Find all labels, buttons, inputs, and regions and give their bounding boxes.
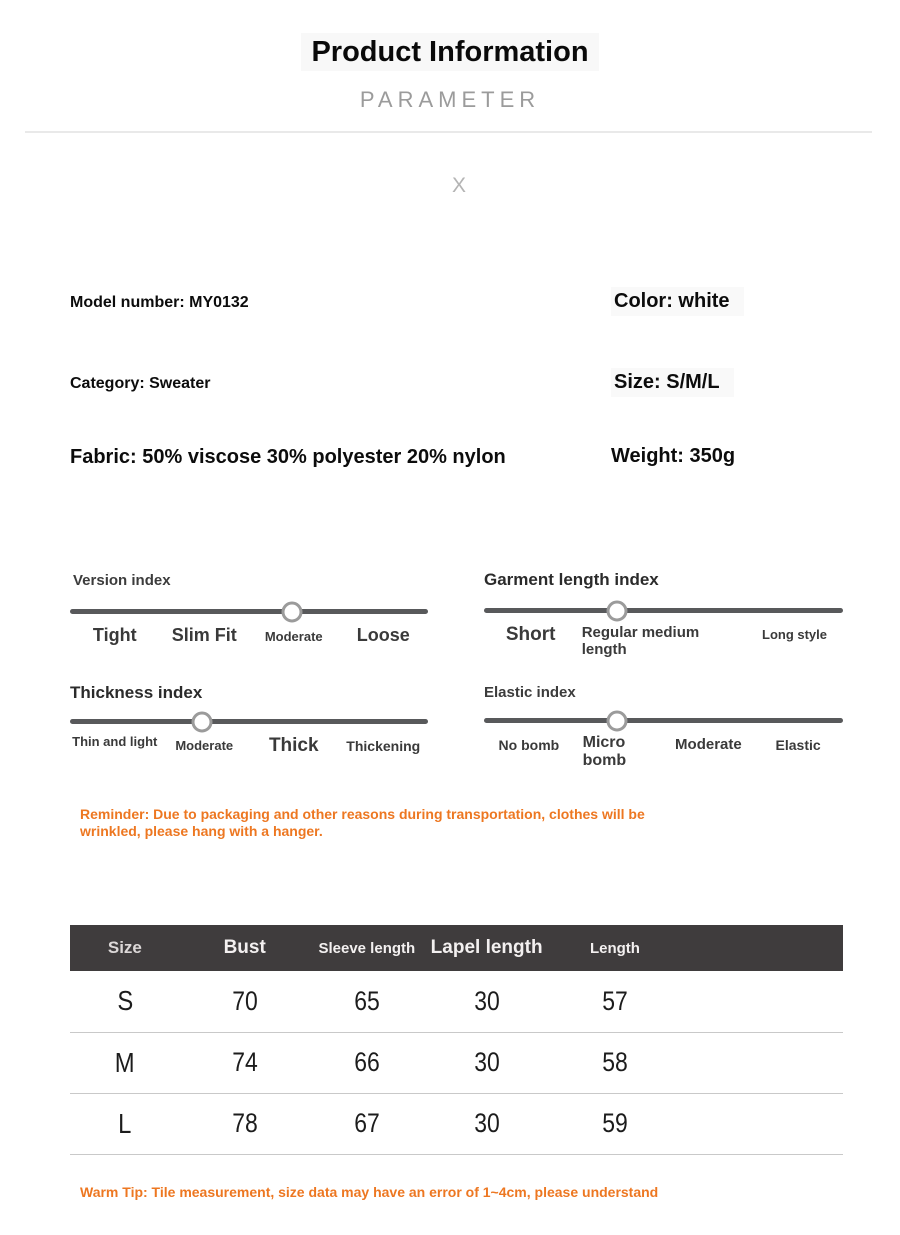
slider-knob[interactable] — [192, 711, 213, 732]
slider-label: Regular medium length — [581, 624, 700, 659]
slider-knob[interactable] — [281, 601, 302, 622]
slider-label: Thick — [268, 735, 319, 756]
warm-tip-note: Warm Tip: Tile measurement, size data may have an error of 1~4cm, please understand — [80, 1184, 659, 1200]
slider-label: Tight — [92, 625, 137, 645]
garment-length-index-slider — [484, 570, 843, 659]
cell-lapel-length: 30 — [473, 985, 500, 1016]
header-divider — [25, 131, 872, 133]
column-header-sleeve-length: Sleeve length — [318, 939, 416, 957]
slider-track — [70, 719, 428, 724]
column-header-lapel-length: Lapel length — [430, 937, 543, 958]
slider-knob[interactable] — [606, 710, 627, 731]
slider-title: Garment length index — [484, 570, 659, 589]
spec-weight: Weight: 350g — [611, 445, 736, 467]
slider-label: Micro bomb — [582, 734, 627, 770]
slider-label: Moderate — [264, 629, 323, 644]
size-table-header-row — [70, 925, 843, 971]
slider-title: Version index — [73, 572, 171, 589]
column-header-size: Size — [107, 938, 142, 957]
slider-label: Long style — [762, 627, 828, 642]
cell-size: L — [118, 1107, 132, 1139]
cell-length: 59 — [602, 1108, 628, 1138]
cell-sleeve-length: 66 — [354, 1047, 380, 1077]
size-table — [70, 925, 843, 1155]
slider-track — [70, 609, 428, 614]
slider-label: Moderate — [675, 736, 742, 753]
cell-sleeve-length: 65 — [354, 985, 380, 1016]
broken-image-placeholder-icon: X — [451, 174, 466, 197]
cell-size: S — [116, 985, 133, 1017]
cell-bust: 74 — [231, 1047, 258, 1077]
elastic-index-slider — [484, 684, 843, 771]
thickness-index-slider — [70, 683, 428, 757]
slider-label: Thin and light — [72, 734, 158, 749]
cell-length: 57 — [602, 985, 628, 1016]
spec-model-number: Model number: MY0132 — [70, 294, 249, 311]
cell-size: M — [114, 1046, 135, 1078]
reminder-note: Reminder: Due to packaging and other reasons during transportation, clothes will be wrinkled, please hang with a hanger. — [80, 806, 645, 839]
cell-length: 58 — [602, 1047, 628, 1077]
column-header-length: Length — [589, 939, 640, 957]
table-row — [70, 1093, 843, 1154]
slider-label: Loose — [356, 625, 410, 645]
cell-bust: 70 — [231, 985, 258, 1016]
cell-lapel-length: 30 — [473, 1108, 500, 1138]
table-row — [70, 971, 843, 1032]
page-subtitle: PARAMETER — [359, 87, 541, 112]
column-header-bust: Bust — [223, 937, 266, 958]
version-index-slider — [70, 572, 428, 646]
page-title: Product Information — [0, 36, 900, 69]
slider-label: Elastic — [775, 737, 821, 753]
column-header-empty — [681, 925, 843, 971]
spec-size: Size: S/M/L — [611, 371, 734, 394]
cell-sleeve-length: 67 — [354, 1108, 380, 1138]
spec-fabric: Fabric: 50% viscose 30% polyester 20% nylon — [70, 446, 506, 468]
cell-bust: 78 — [231, 1108, 258, 1138]
spec-color: Color: white — [611, 290, 744, 313]
slider-track — [484, 718, 843, 723]
slider-track — [484, 608, 843, 613]
cell-lapel-length: 30 — [473, 1047, 500, 1077]
table-row — [70, 1032, 843, 1093]
slider-label: Thickening — [346, 738, 421, 754]
slider-title: Elastic index — [484, 684, 576, 701]
slider-title: Thickness index — [70, 683, 203, 702]
spec-category: Category: Sweater — [70, 375, 211, 392]
slider-label: Slim Fit — [171, 625, 237, 645]
slider-label: No bomb — [498, 737, 560, 753]
slider-knob[interactable] — [606, 600, 627, 621]
slider-label: Short — [505, 624, 556, 645]
slider-label: Moderate — [175, 738, 234, 753]
